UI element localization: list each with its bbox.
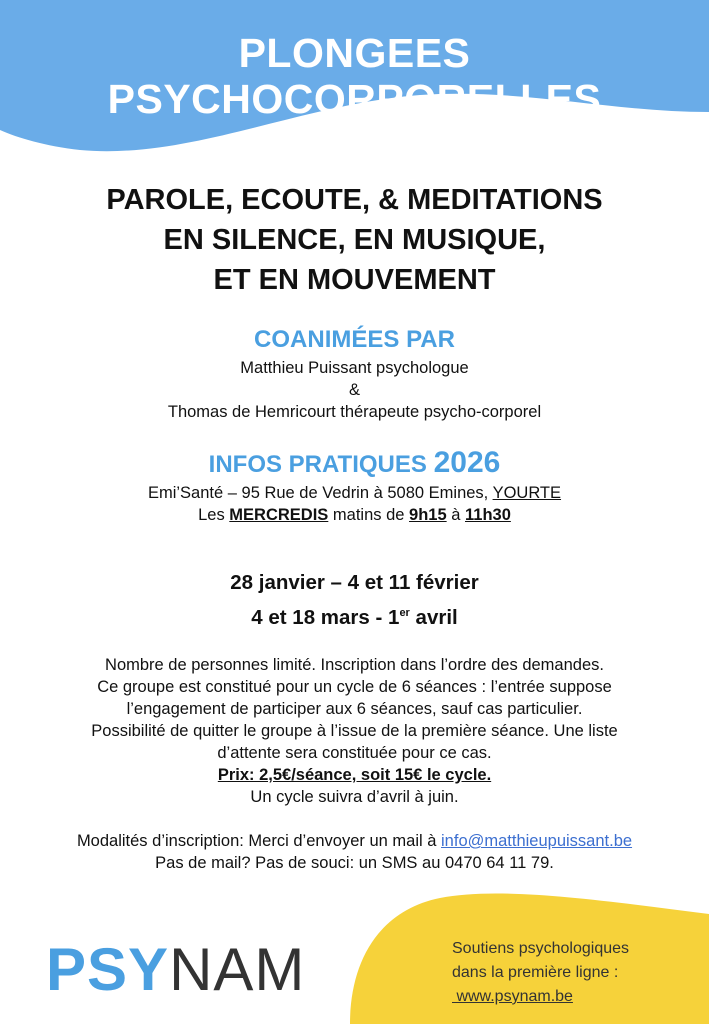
subtitle [0,180,709,300]
dates-line-2-post: avril [409,605,458,629]
details-line-2: Ce groupe est constitué pour un cycle de 6 séances : l’entrée suppose [97,678,612,696]
coanimator-1: Matthieu Puissant psychologue [240,359,469,377]
title-line-2: PSYCHOCORPORELLES [107,76,602,122]
coanimator-2: Thomas de Hemricourt thérapeute psycho-corporel [167,403,542,421]
title-line-1: PLONGEES [238,30,471,76]
page-title [0,30,709,122]
a-text: à [446,506,465,524]
infos-heading [0,446,709,480]
price-line: Prix: 2,5€/séance, soit 15€ le cycle. [217,766,492,784]
details-line-3: l’engagement de participer aux 6 séances, sauf cas particulier. [126,700,583,718]
les-text: Les [198,506,230,524]
logo-nam: NAM [169,936,306,1003]
subtitle-line-2: EN SILENCE, EN MUSIQUE, [163,224,546,256]
psynam-logo [46,935,305,1005]
sms-line: Pas de mail? Pas de souci: un SMS au 0470 64 11 79. [155,854,554,872]
infos-heading-text: INFOS PRATIQUES [208,451,427,478]
modalites-text: Modalités d’inscription: Merci d’envoyer un mail à [76,832,442,850]
end-time: 11h30 [465,506,511,524]
soutiens-block [452,937,629,1009]
soutiens-line-1: Soutiens psychologiques [452,940,630,957]
dates-line-2-pre: 4 et 18 mars - 1 [251,605,400,629]
contact-block [0,830,709,874]
logo-psy: PSY [46,936,170,1003]
yourte-label: YOURTE [492,484,562,502]
coanim-heading: COANIMÉES PAR [254,326,455,353]
address-text: Emi’Santé – 95 Rue de Vedrin à 5080 Emines, [147,484,493,502]
ampersand: & [348,381,360,399]
next-cycle-line: Un cycle suivra d’avril à juin. [250,788,459,806]
dates-line-1: 28 janvier – 4 et 11 février [230,571,479,594]
email-link[interactable]: info@matthieupuissant.be [441,832,633,850]
details-line-1: Nombre de personnes limité. Inscription dans l’ordre des demandes. [105,656,604,674]
dates-line-2-sup: er [399,607,410,619]
details-line-4: Possibilité de quitter le groupe à l’issue de la première séance. Une liste [91,722,618,740]
matins-text: matins de [328,506,410,524]
dates-line-2 [0,598,709,633]
modalites-line [0,830,709,852]
days-label: MERCREDIS [229,506,329,524]
soutiens-line-2: dans la première ligne : [452,964,619,981]
start-time: 9h15 [409,506,447,524]
subtitle-line-1: PAROLE, ECOUTE, & MEDITATIONS [106,184,603,216]
infos-year: 2026 [433,446,501,479]
subtitle-line-3: ET EN MOUVEMENT [213,264,496,296]
schedule-line [0,505,709,525]
details-line-5: d’attente sera constituée pour ce cas. [217,744,492,762]
website-link[interactable]: www.psynam.be [452,988,573,1005]
address-line [0,483,709,503]
details-paragraph [0,654,709,808]
